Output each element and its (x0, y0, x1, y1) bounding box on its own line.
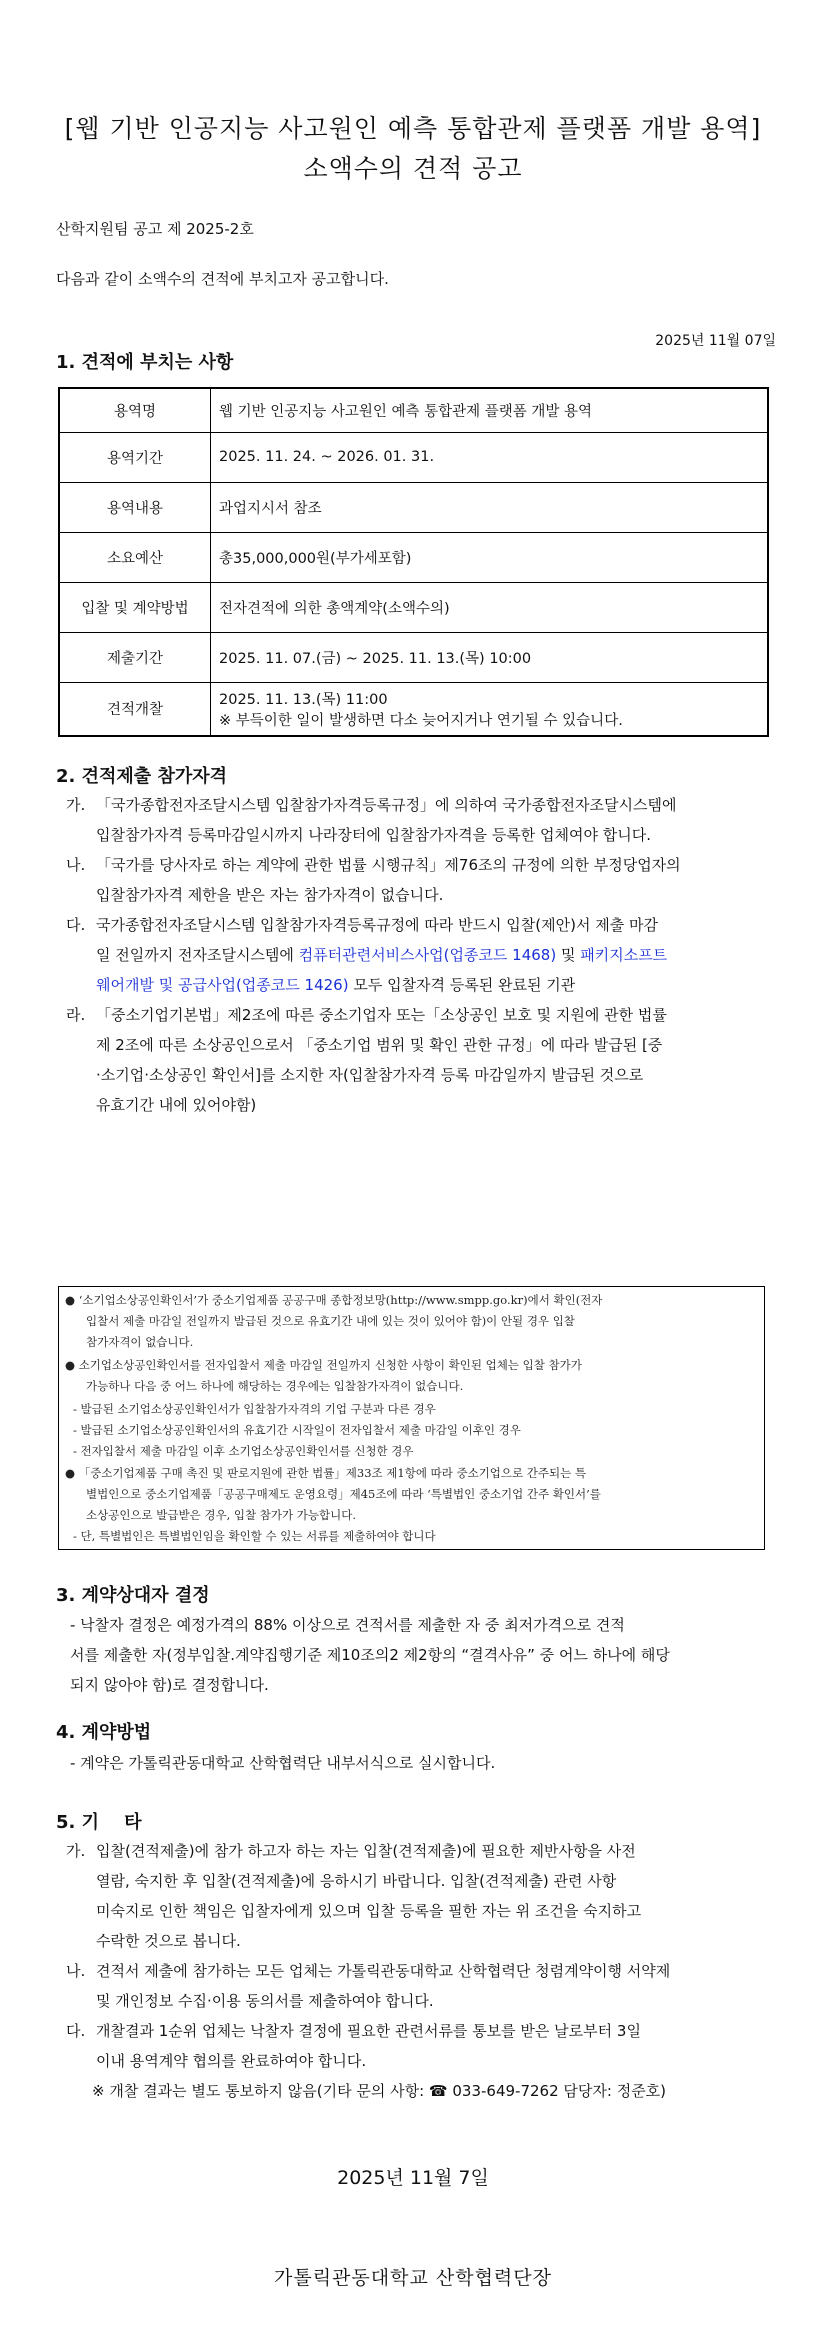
document-title-line1: [웹 기반 인공지능 사고원인 예측 통합관제 플랫폼 개발 용역] (64, 114, 762, 143)
table-row (59, 582, 768, 632)
row-key: 소요예산 (59, 532, 211, 582)
note-line: ● ‘소기업소상공인확인서’가 중소기업제품 공공구매 종합정보망(http://www.smpp.go.kr)에서 확인(전자 (65, 1293, 603, 1307)
table-row (59, 632, 768, 682)
document-title-line2: 소액수의 견적 공고 (303, 154, 523, 183)
text-span: 모두 입찰자격 등록된 완료된 기관 (348, 976, 576, 994)
item-marker: 다. (66, 2022, 86, 2040)
text-line: 미숙지로 인한 책임은 입찰자에게 있으며 입찰 등록을 필한 자는 위 조건을 숙지하고 (96, 1902, 642, 1920)
contractor-decision-text (70, 1610, 776, 1700)
row-key: 입찰 및 계약방법 (59, 582, 211, 632)
note-line: 별법인으로 중소기업제품「공공구매제도 운영요령」제45조에 따라 ‘특별법인 중소기업 간주 확인서’를 (86, 1487, 601, 1501)
note-line: - 단, 특별법인은 특별법인임을 확인할 수 있는 서류를 제출하여야 합니다 (73, 1529, 436, 1543)
text-line: 및 개인정보 수집·이용 동의서를 제출하여야 합니다. (96, 1992, 434, 2010)
table-row (59, 482, 768, 532)
section4-heading: 4. 계약방법 (56, 1722, 152, 1743)
text-line: 「국가종합전자조달시스템 입찰참가자격등록규정」에 의하여 국가종합전자조달시스템에 (96, 796, 677, 814)
row-value: 웹 기반 인공지능 사고원인 예측 통합관제 플랫폼 개발 용역 (211, 388, 769, 432)
text-line: 이내 용역계약 협의를 완료하여야 합니다. (96, 2052, 367, 2070)
text-line: ·소기업·소상공인 확인서]를 소지한 자(입찰참가자격 등록 마감일까지 발급된 것으로 (96, 1066, 644, 1084)
eligibility-item-ga (96, 790, 776, 850)
text-line: 되지 않아야 함)로 결정합니다. (70, 1676, 269, 1694)
text-line: 입찰참가자격 등록마감일시까지 나라장터에 입찰참가자격을 등록한 업체여야 합니다. (96, 826, 652, 844)
row-value: 전자견적에 의한 총액계약(소액수의) (211, 582, 769, 632)
business-code-1468: 컴퓨터관련서비스사업(업종코드 1468) (298, 946, 557, 964)
item-marker: 가. (66, 796, 86, 814)
item-marker: 나. (66, 1962, 86, 1980)
tender-info-table (58, 387, 769, 737)
notes-box (58, 1286, 765, 1550)
text-line: 국가종합전자조달시스템 입찰참가자격등록규정에 따라 반드시 입찰(제안)서 제출 마감 (96, 916, 658, 934)
notice-number: 산학지원팀 공고 제 2025-2호 (56, 220, 254, 238)
item-marker: 다. (66, 916, 86, 934)
contract-method-text: - 계약은 가톨릭관동대학교 산학협력단 내부서식으로 실시합니다. (70, 1754, 496, 1772)
misc-item-ga (96, 1836, 776, 1956)
eligibility-item-na (96, 850, 776, 910)
note-line: 입찰서 제출 마감일 전일까지 발급된 것으로 유효기간 내에 있는 것이 있어야 함)이 안될 경우 입찰 (86, 1314, 575, 1328)
table-row (59, 432, 768, 482)
note-line: - 발급된 소기업소상공인확인서의 유효기간 시작일이 전자입찰서 제출 마감일 이후인 경우 (73, 1423, 521, 1437)
row-key: 견적개찰 (59, 682, 211, 736)
issuer-signature: 가톨릭관동대학교 산학협력단장 (274, 2267, 552, 2289)
opening-time: 2025. 11. 13.(목) 11:00 (219, 691, 388, 708)
text-line: 견적서 제출에 참가하는 모든 업체는 가톨릭관동대학교 산학협력단 청렴계약이행 서약제 (96, 1962, 671, 1980)
eligibility-item-ra (96, 1000, 776, 1120)
business-code-1426-part2: 웨어개발 및 공급사업(업종코드 1426) (96, 976, 349, 994)
eligibility-item-da (96, 910, 776, 1000)
text-line (96, 970, 776, 1000)
text-line: 개찰결과 1순위 업체는 낙찰자 결정에 필요한 관련서류를 통보를 받은 날로부터 3일 (96, 2022, 641, 2040)
section2-heading: 2. 견적제출 참가자격 (56, 766, 227, 787)
note-line: 참가자격이 없습니다. (86, 1335, 194, 1349)
contact-note: ※ 개찰 결과는 별도 통보하지 않음(기타 문의 사항: ☎ 033-649-7262 담당자: 정준호) (92, 2082, 667, 2100)
row-key: 용역명 (59, 388, 211, 432)
row-key: 용역기간 (59, 432, 211, 482)
note-line: ● 「중소기업제품 구매 촉진 및 판로지원에 관한 법률」제33조 제1항에 따라 중소기업으로 간주되는 특 (65, 1466, 586, 1480)
text-line: 제 2조에 따른 소상공인으로서 「중소기업 범위 및 확인 관한 규정」에 따라 발급된 [중 (96, 1036, 663, 1054)
section1-heading: 1. 견적에 부치는 사항 (56, 352, 234, 373)
text-span: 및 (556, 946, 581, 964)
text-line: 「국가를 당사자로 하는 계약에 관한 법률 시행규칙」제76조의 규정에 의한 부정당업자의 (96, 856, 681, 874)
text-line: 유효기간 내에 있어야함) (96, 1096, 257, 1114)
text-span: 일 전일까지 전자조달시스템에 (96, 946, 299, 964)
row-value: 총35,000,000원(부가세포함) (211, 532, 769, 582)
row-value: 2025. 11. 07.(금) ~ 2025. 11. 13.(목) 10:00 (211, 632, 769, 682)
note-line: - 발급된 소기업소상공인확인서가 입찰참가자격의 기업 구분과 다른 경우 (73, 1402, 436, 1416)
text-line: 수락한 것으로 봅니다. (96, 1932, 241, 1950)
note-line: 소상공인으로 발급받은 경우, 입찰 참가가 가능합니다. (86, 1508, 356, 1522)
row-value (211, 682, 769, 736)
footer-date: 2025년 11월 7일 (337, 2167, 489, 2189)
misc-item-da (96, 2016, 776, 2076)
intro-text: 다음과 같이 소액수의 견적에 부치고자 공고합니다. (56, 270, 389, 288)
misc-item-na (96, 1956, 776, 2016)
item-marker: 가. (66, 1842, 86, 1860)
section3-heading: 3. 계약상대자 결정 (56, 1585, 210, 1606)
item-marker: 라. (66, 1006, 86, 1024)
text-line: 입찰(견적제출)에 참가 하고자 하는 자는 입찰(견적제출)에 필요한 제반사항을 사전 (96, 1842, 636, 1860)
text-line: 「중소기업기본법」제2조에 따른 중소기업자 또는「소상공인 보호 및 지원에 관한 법률 (96, 1006, 667, 1024)
text-line: - 낙찰자 결정은 예정가격의 88% 이상으로 견적서를 제출한 자 중 최저가격으로 견적 (70, 1616, 625, 1634)
notice-date: 2025년 11월 07일 (655, 333, 776, 349)
table-row (59, 532, 768, 582)
table-row (59, 388, 768, 432)
section5-heading: 5. 기 타 (56, 1812, 142, 1833)
note-line: - 전자입찰서 제출 마감일 이후 소기업소상공인확인서를 신청한 경우 (73, 1444, 414, 1458)
row-key: 제출기간 (59, 632, 211, 682)
business-code-1426-part1: 패키지소프트 (580, 946, 668, 964)
table-row (59, 682, 768, 736)
opening-note: ※ 부득이한 일이 발생하면 다소 늦어지거나 연기될 수 있습니다. (219, 712, 623, 729)
note-line: 가능하나 다음 중 어느 하나에 해당하는 경우에는 입찰참가자격이 없습니다. (86, 1379, 464, 1393)
row-value: 과업지시서 참조 (211, 482, 769, 532)
item-marker: 나. (66, 856, 86, 874)
row-key: 용역내용 (59, 482, 211, 532)
text-line: 입찰참가자격 제한을 받은 자는 참가자격이 없습니다. (96, 886, 444, 904)
text-line: 서를 제출한 자(정부입찰.계약집행기준 제10조의2 제2항의 “결격사유” 중 어느 하나에 해당 (70, 1646, 670, 1664)
note-line: ● 소기업소상공인확인서를 전자입찰서 제출 마감일 전일까지 신청한 사항이 확인된 업체는 입찰 참가가 (65, 1358, 582, 1372)
row-value: 2025. 11. 24. ~ 2026. 01. 31. (211, 432, 769, 482)
text-line: 열람, 숙지한 후 입찰(견적제출)에 응하시기 바랍니다. 입찰(견적제출) 관련 사항 (96, 1872, 617, 1890)
text-line (96, 940, 776, 970)
